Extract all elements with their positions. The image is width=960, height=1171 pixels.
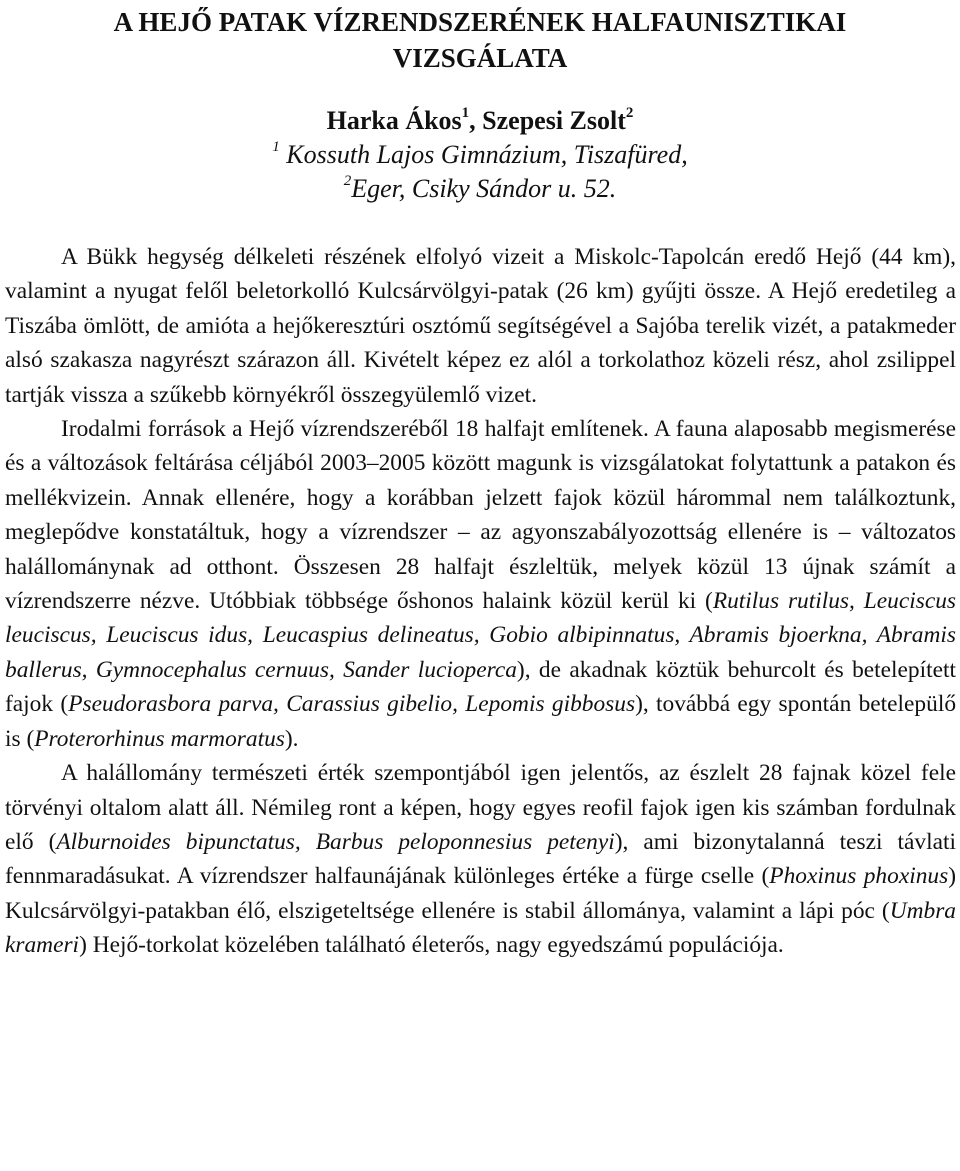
title-line-1: A HEJŐ PATAK VÍZRENDSZERÉNEK HALFAUNISZTIKAI (113, 7, 847, 37)
affiliation-2-text: Eger, Csiky Sándor u. 52. (351, 174, 617, 203)
author-2-sup: 2 (625, 105, 634, 122)
page-title (0, 4, 960, 76)
paragraph-3-text-b: ), ami bizonytalanná teszi távlati fennmaradásukat. A vízrendszer halfaunájának különleges értéke a fürge cselle ( (5, 828, 957, 890)
affiliation-1-text: Kossuth Lajos Gimnázium, Tiszafüred, (279, 140, 688, 169)
affiliation-1-sup: 1 (272, 139, 280, 156)
title-line-2: VIZSGÁLATA (392, 43, 568, 73)
paragraph-2-text-b: ), de akadnak köztük behurcolt és betelepített fajok ( (5, 656, 956, 718)
affiliation-1 (0, 138, 960, 172)
abstract-paragraph-1: A Bükk hegység délkeleti részének elfolyó vizeit a Miskolc-Tapolcán eredő Hejő (44 km), valamint a nyugat felől beletorkolló Kulcsárvölgyi-patak (26 km) gyűjti össze. A Hejő eredetileg a Tiszába ömlött, de amióta a hejőkeresztúri osztómű segítségével a Sajóba terelik vizét, a patakmeder alsó szakasza nagyrészt szárazon áll. Kivételt képez ez alól a torkolathoz közeli rész, ahol zsilippel tartják vissza a szűkebb környékről összegyülemlő vizet. (5, 244, 956, 408)
author-block (0, 104, 960, 206)
abstract-paragraph-2 (5, 412, 956, 756)
affiliation-2-sup: 2 (343, 173, 352, 190)
abstract (5, 240, 956, 963)
affiliation-2 (0, 172, 960, 206)
abstract-paragraph-3 (5, 756, 956, 962)
paragraph-3-text-d: ) Hejő-torkolat közelében található életerős, nagy egyedszámú populációja. (79, 932, 784, 959)
paragraph-2-text-a: Irodalmi források a Hejő vízrendszeréből 18 halfajt említenek. A fauna alaposabb megismerése és a változások feltárása céljából 2003–2005 között magunk is vizsgálatokat folytattunk a patakon és mellékvizein. Annak ellenére, hogy a korábban jelzett fajok közül hárommal nem találkoztunk, meglepődve konstatáltuk, hogy a vízrendszer – az agyonszabályozottság ellenére is – változatos halállománynak ad otthont. Összesen 28 halfajt észleltük, melyek közül 13 újnak számít a vízrendszerre nézve. Utóbbiak többsége őshonos halaink közül kerül ki ( (5, 416, 956, 615)
author-1: Harka Ákos (326, 106, 462, 135)
paragraph-3-text-a: A halállomány természeti érték szempontjából igen jelentős, az észlelt 28 fajnak közel fele törvényi oltalom alatt áll. Némileg ront a képen, hogy egyes reofil fajok igen kis számban fordulnak elő ( (5, 760, 956, 855)
species-list-rheophilic: Alburnoides bipunctatus, Barbus peloponnesius petenyi (56, 828, 615, 855)
species-list-introduced: Pseudorasbora parva, Carassius gibelio, Lepomis gibbosus (68, 691, 636, 718)
species-phoxinus: Phoxinus phoxinus (769, 863, 949, 890)
author-separator: , (469, 106, 483, 135)
author-2: Szepesi Zsolt (482, 106, 626, 135)
paragraph-3-text-c: ) Kulcsárvölgyi-patakban élő, elszigeteltsége ellenére is stabil állománya, valamint a lápi póc ( (5, 863, 956, 924)
paragraph-2-text-d: ). (284, 725, 299, 752)
species-umbra: Umbra krameri (5, 897, 956, 959)
author-1-sup: 1 (461, 105, 470, 122)
paragraph-2-text-c: ), továbbá egy spontán betelepülő is ( (5, 691, 957, 752)
species-list-native: Rutilus rutilus, Leuciscus leuciscus, Leuciscus idus, Leucaspius delineatus, Gobio albipinnatus, Abramis bjoerkna, Abramis ballerus, Gymnocephalus cernuus, Sander lucioperca (5, 588, 956, 683)
author-names (0, 104, 960, 138)
species-spontaneous: Proterorhinus marmoratus (34, 725, 285, 752)
